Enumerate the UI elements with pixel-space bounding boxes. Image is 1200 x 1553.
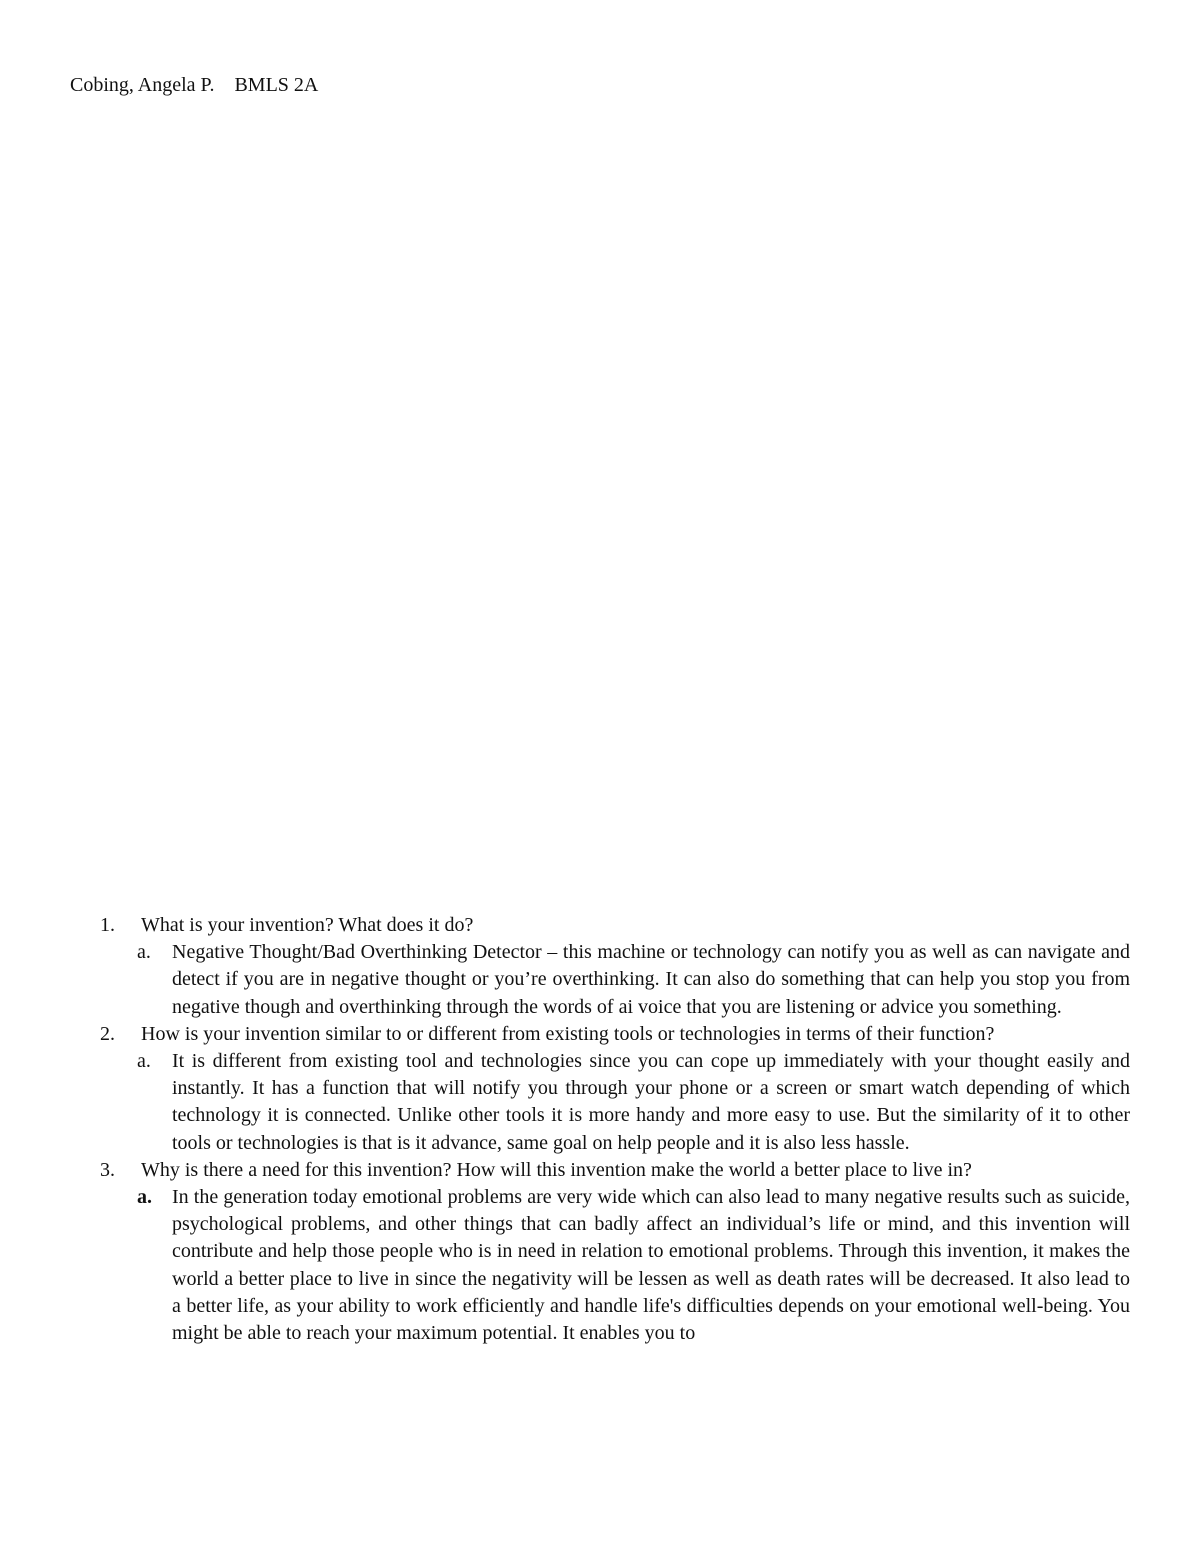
question-list [100,912,1130,1347]
answer-text: It is different from existing tool and technologies since you can cope up immediately with your thought easily and instantly. It has a function that will notify you through your phone or a screen or smart watch depending of which technology it is connected. Unlike other tools it is more handy and more easy to use. But the similarity of it to other tools or technologies is that is it advance, same goal on help people and it is also less hassle. [172,1050,1130,1154]
answer-text: Negative Thought/Bad Overthinking Detector – this machine or technology can notify you as well as can navigate and detect if you are in negative thought or you’re overthinking. It can also do something that can help you stop you from negative though and overthinking through the words of ai voice that you are listening or advice you something. [172,941,1130,1018]
question-1 [100,912,1130,939]
question-text: Why is there a need for this invention? How will this invention make the world a better place to live in? [141,1158,972,1181]
question-2 [100,1021,1130,1048]
question-3 [100,1157,1130,1184]
answer-1 [133,939,1130,1021]
student-name-header: Cobing, Angela P. BMLS 2A [70,74,319,96]
question-text: How is your invention similar to or different from existing tools or technologies in terms of their function? [141,1022,995,1045]
answer-marker: a. [137,1050,151,1073]
question-number: 3. [100,1158,115,1181]
answer-marker: a. [137,941,151,964]
question-text: What is your invention? What does it do? [141,914,474,936]
answer-text: In the generation today emotional problems are very wide which can also lead to many negative results such as suicide, psychological problems, and other things that can badly affect an individual’s life or mind, and this invention will contribute and help those people who is in need in relation to emotional problems. Through this invention, it makes the world a better place to live in since the negativity will be lessen as well as death rates will be decreased. It also lead to a better life, as your ability to work efficiently and handle life's difficulties depends on your emotional well-being. You might be able to reach your maximum potential. It enables you to [172,1186,1130,1345]
answer-2 [133,1048,1130,1157]
answer-3 [133,1184,1130,1347]
question-number: 2. [100,1022,115,1045]
question-number: 1. [100,914,115,936]
answer-marker: a. [137,1186,152,1209]
